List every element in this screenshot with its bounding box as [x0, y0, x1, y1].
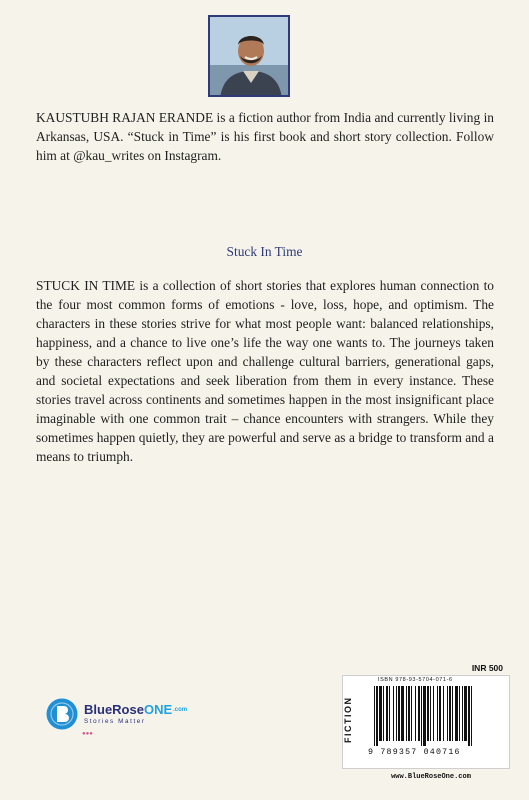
- book-title: Stuck In Time: [226, 244, 303, 259]
- genre-label: FICTION: [343, 696, 353, 744]
- publisher-website: www.BlueRoseOne.com: [391, 773, 471, 781]
- book-blurb: STUCK IN TIME is a collection of short stories that explores human connection to the four most common forms of emotions - love, loss, hope, and optimism. The characters in these stories strive for what most people want: balanced relationships, happiness, and a chance to live one’s life the way one wants to. The journeys taken by these characters reflect upon and challenge cultural barriers, generational gaps, and societal expectations and seek liberation from them in every instance. These stories travel across continents and sometimes happen in the most insignificant place imaginable with one common trait – chance encounters with strangers. While they sometimes happen quietly, they are powerful and serve as a bridge to transform and a means to triumph.: [36, 278, 494, 464]
- price-label: INR 500: [471, 663, 503, 673]
- barcode: [372, 686, 502, 746]
- publisher-tagline: Stories Matter: [84, 717, 146, 725]
- barcode-number: 9 789357 040716: [368, 748, 461, 757]
- social-icons: ●●●: [82, 731, 93, 737]
- publisher-name: BlueRoseONE$^{.com}$: [84, 701, 188, 717]
- author-bio: KAUSTUBH RAJAN ERANDE is a fiction author from India and currently living in Arkansas, USA. “Stuck in Time” is his first book and short story collection. Follow him at @kau_writes on Instagram.: [36, 110, 494, 163]
- publisher-logo: [46, 698, 188, 737]
- isbn-label: ISBN 978-93-5704-071-6: [378, 677, 453, 683]
- author-photo: [208, 15, 290, 97]
- publisher-logo-icon: [46, 698, 78, 730]
- publisher-logo-text: [84, 703, 187, 726]
